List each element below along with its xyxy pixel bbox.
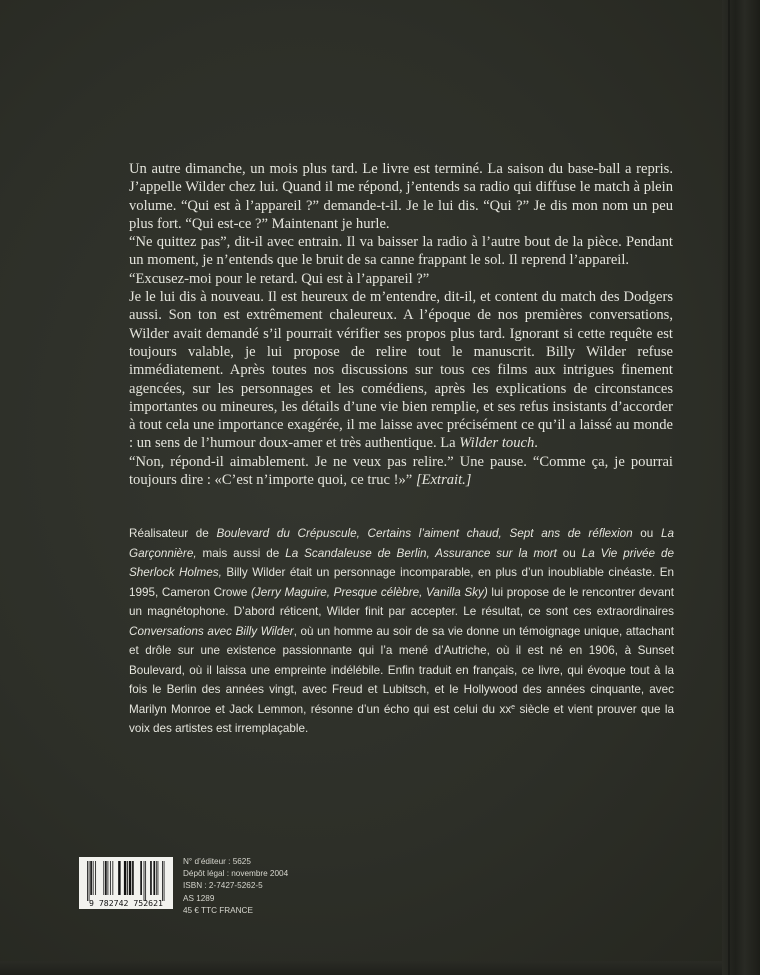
barcode-bar <box>110 861 111 895</box>
barcode-bar <box>87 861 88 901</box>
excerpt-text <box>129 160 673 489</box>
editor-number: N° d’éditeur : 5625 <box>183 857 251 866</box>
barcode-bar <box>108 861 109 895</box>
blurb-text: Billy Wilder était un personnage incomparable, en plus d’un inoubliable cinéaste. En 1995, Cameron Crowe <box>129 566 674 599</box>
blurb-text: mais aussi de <box>196 546 286 560</box>
legal-deposit: Dépôt légal : novembre 2004 <box>183 869 289 879</box>
barcode-bar <box>118 861 120 895</box>
barcode-bar <box>164 861 165 901</box>
barcode-bar <box>158 861 159 895</box>
barcode-digits: 9 782742 752621 <box>89 898 163 908</box>
barcode-bar <box>93 861 94 895</box>
book-blurb <box>129 524 674 739</box>
excerpt-paragraph-3: “Excusez-moi pour le retard. Qui est à l’appareil ?” <box>129 270 430 287</box>
barcode-graphic <box>79 857 173 909</box>
excerpt-p5-text: “Non, répond-il aimablement. Je ne veux pas relire.” Une pause. “Comme ça, je pourrai toujours dire : «C’est n’importe quoi, ce truc !»” <box>129 453 673 489</box>
excerpt-p4-end: . <box>534 435 538 452</box>
blurb-text: ou <box>632 527 661 540</box>
excerpt-paragraph-5 <box>129 453 673 490</box>
barcode-bar <box>150 861 152 895</box>
as-code: AS 1289 <box>183 893 215 903</box>
barcode-bar <box>140 861 142 895</box>
barcode-bar <box>153 861 155 895</box>
blurb-century: xx <box>499 702 512 716</box>
publication-info <box>183 856 288 917</box>
barcode-bar <box>129 861 131 895</box>
excerpt-paragraph-1: Un autre dimanche, un mois plus tard. Le livre est terminé. La saison du base-ball a repris. J’appelle Wilder chez lui. Quand il me répond, j’entends sa radio qui diffuse le match à plein volume. “Qui est à l’appareil ?” demande-t-il. Je le lui dis. “Qui ?” Je dis mon nom un peu plus fort. “Qui est-ce ?” Maintenant je hurle. <box>129 161 673 232</box>
blurb-paragraph <box>129 524 674 739</box>
blurb-text: siècle et vient prouver que la voix des artistes est irremplaçable. <box>129 702 674 735</box>
barcode-bar <box>90 861 92 895</box>
blurb-text: , où un homme au soir de sa vie donne un témoignage unique, attachant et drôle sur une existence passionnante qui l’a mené d’Autriche, où il est né en 1906, à Sunset Boulevard, où il laissa une empreinte indélébile. Enfin traduit en français, ce livre, qui évoque tout à la fois le Berlin des années vingt, avec Freud et Lubitsch, et le Hollywood des années cinquante, avec Marilyn Monroe et Jack Lemmon, résonne d’un écho qui est celui du <box>129 624 674 716</box>
blurb-crowe-films: (Jerry Maguire, Presque célèbre, Vanilla Sky) <box>251 585 488 599</box>
isbn: ISBN : 2-7427-5262-5 <box>183 881 263 891</box>
blurb-film-title: La Garçonnière, <box>129 527 674 560</box>
blurb-text: lui propose de le rencontrer devant un magnétophone. D’abord réticent, Wilder finit par accepter. Le résultat, ce sont ces extraordinaires <box>129 585 674 618</box>
blurb-film-titles: Boulevard du Crépuscule, Certains l’aiment chaud, Sept ans de réflexion <box>216 527 633 540</box>
blurb-film-titles: La Scandaleuse de Berlin, Assurance sur la mort <box>285 546 557 560</box>
barcode-bar <box>103 861 104 895</box>
barcode-bar <box>124 861 126 895</box>
barcode-bar <box>145 861 146 901</box>
blurb-text: Réalisateur de <box>129 527 217 540</box>
blurb-book-title: Conversations avec Billy Wilder <box>129 624 294 638</box>
blurb-text: ou <box>556 546 582 560</box>
barcode <box>79 857 173 909</box>
barcode-bar <box>156 861 157 895</box>
barcode-bar <box>162 861 163 901</box>
blurb-century-suffix: e <box>511 703 516 711</box>
excerpt-paragraph-4 <box>129 288 673 453</box>
barcode-bars <box>87 861 164 901</box>
barcode-bar <box>144 861 145 901</box>
excerpt-p4-text: Je le lui dis à nouveau. Il est heureux de m’entendre, dit-il, et content du match des Dodgers aussi. Son ton est extrêmement chaleureux. A l’époque de nos premières conversations, Wilder avait demandé s’il pourrait vérifier ses propos plus tard. Ignorant si cette requête est toujours valable, je lui propose de relire tout le manuscrit. Billy Wilder refuse immédiatement. Après toutes nos discussions sur tous ces films aux intrigues finement agencées, sur les personnages et les comédiens, après les explications de circonstances importantes ou mineures, les détails d’une vie bien remplie, et ses refus insistants d’accorder à tout cela une importance exagérée, il me laisse avec précisément ce qu’il a laissé au monde : un sens de l’humour doux-amer et très authentique. La <box>129 289 673 452</box>
barcode-bar <box>132 861 134 895</box>
barcode-bar <box>105 861 107 895</box>
spine-hinge <box>728 0 730 975</box>
barcode-bar <box>127 861 128 895</box>
excerpt-tag: [Extrait.] <box>415 472 472 489</box>
blurb-film-title: La Vie privée de Sherlock Holmes, <box>129 546 674 579</box>
barcode-bar <box>112 861 113 895</box>
price: 45 € TTC FRANCE <box>183 905 253 915</box>
excerpt-paragraph-2: “Ne quittez pas”, dit-il avec entrain. Il va baisser la radio à l’autre bout de la pièce. Pendant un moment, je n’entends que le bruit de sa canne frappant le sol. Il reprend l’appareil. <box>129 234 673 269</box>
excerpt-p4-italic: Wilder touch <box>459 435 535 452</box>
barcode-bar <box>95 861 96 895</box>
bottom-edge <box>0 961 760 975</box>
barcode-bar <box>89 861 90 901</box>
